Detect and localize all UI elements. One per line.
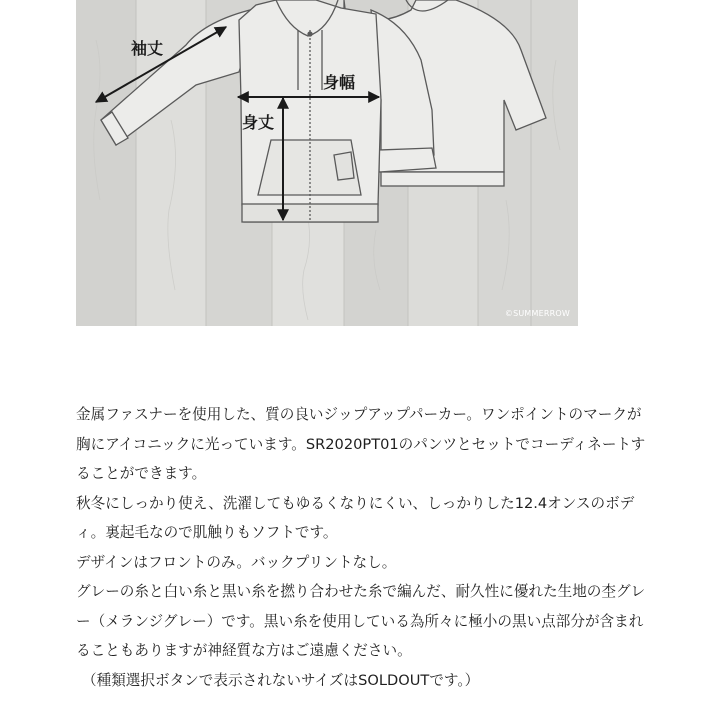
description-line: 秋冬にしっかり使え、洗濯してもゆるくなりにくい、しっかりした12.4オンスのボデ — [76, 494, 635, 512]
description-line: ることもありますが神経質な方はご遠慮ください。 — [76, 642, 412, 659]
sleeve-length-label: 袖丈 — [131, 39, 164, 58]
description-line: グレーの糸と白い糸と黒い糸を撚り合わせた糸で編んだ、耐久性に優れた生地の杢グレ — [76, 583, 646, 600]
body-width-label: 身幅 — [323, 73, 356, 92]
description-line: ィ。裏起毛なので肌触りもソフトです。 — [76, 524, 338, 541]
description-line: ることができます。 — [76, 465, 207, 482]
description-line: 胸にアイコニックに光っています。SR2020PT01のパンツとセットでコーディネートす — [76, 435, 646, 453]
body-length-label: 身丈 — [242, 113, 275, 132]
description-line: デザインはフロントのみ。バックプリントなし。 — [76, 553, 397, 571]
product-description — [76, 400, 688, 695]
description-line: （種類選択ボタンで表示されないサイズはSOLDOUTです。） — [82, 671, 480, 689]
description-line: 金属ファスナーを使用した、質の良いジップアップパーカー。ワンポイントのマークが — [76, 406, 642, 423]
description-line: ー（メランジグレー）です。黒い糸を使用している為所々に極小の黒い点部分が含まれ — [76, 612, 644, 630]
copyright-text: ©SUMMERROW — [504, 309, 570, 318]
product-size-diagram — [76, 0, 578, 326]
